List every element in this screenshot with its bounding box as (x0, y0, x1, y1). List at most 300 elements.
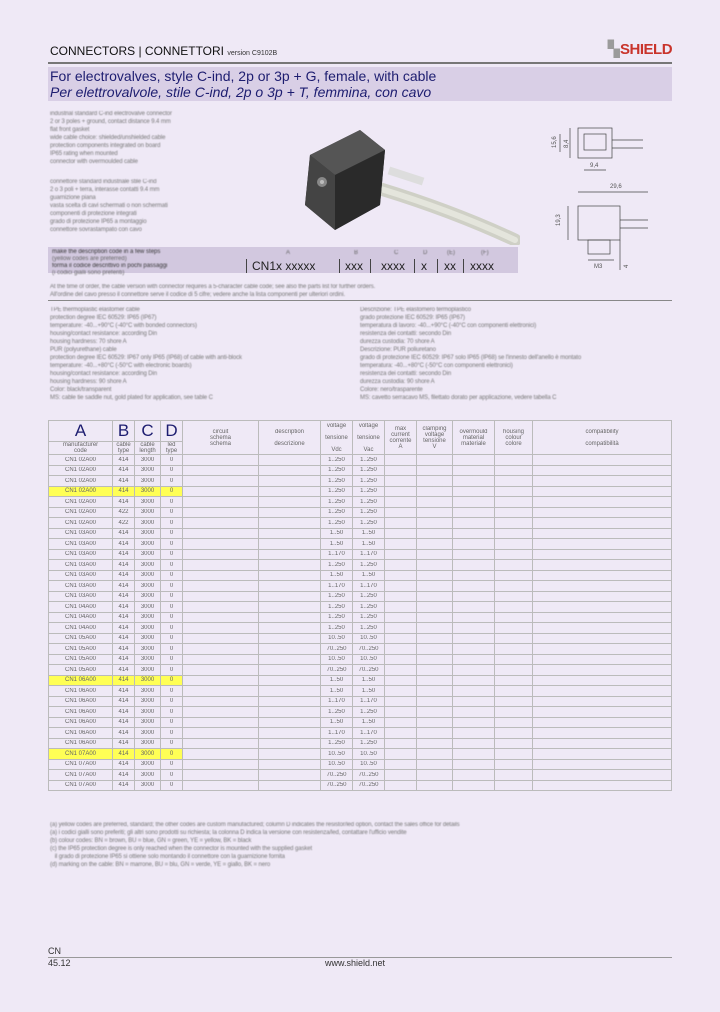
current-cell (385, 486, 417, 497)
clamping-cell (417, 560, 453, 571)
colour-cell (495, 465, 533, 476)
clamping-cell (417, 654, 453, 665)
led-type-cell: 0 (161, 686, 183, 697)
cable-length-cell: 3000 (135, 476, 161, 487)
material-cell (453, 675, 495, 686)
clamping-cell (417, 465, 453, 476)
circuit-cell (183, 780, 259, 791)
compatibility-cell (533, 728, 672, 739)
led-type-cell: 0 (161, 486, 183, 497)
voltage-ac-cell: 1..250 (353, 455, 385, 466)
voltage-ac-cell: 1..50 (353, 675, 385, 686)
cable-type-cell: 414 (113, 528, 135, 539)
material-cell (453, 780, 495, 791)
circuit-cell (183, 518, 259, 529)
manufacturer-code-cell: CN1 03A00 (49, 591, 113, 602)
circuit-cell (183, 749, 259, 760)
current-cell (385, 770, 417, 781)
voltage-dc-cell: 1..50 (321, 570, 353, 581)
clamping-cell (417, 749, 453, 760)
compatibility-cell (533, 780, 672, 791)
table-row (49, 749, 672, 760)
manufacturer-code-cell: CN1 02A00 (49, 507, 113, 518)
led-type-cell: 0 (161, 570, 183, 581)
cable-type-cell: 414 (113, 749, 135, 760)
current-cell (385, 759, 417, 770)
voltage-ac-cell: 1..50 (353, 686, 385, 697)
colour-cell (495, 549, 533, 560)
description-cell (259, 696, 321, 707)
led-type-cell: 0 (161, 528, 183, 539)
svg-text:M3: M3 (594, 264, 603, 270)
svg-text:15,6: 15,6 (552, 136, 558, 148)
cable-length-cell: 3000 (135, 749, 161, 760)
colour-cell (495, 686, 533, 697)
description-cell (259, 707, 321, 718)
circuit-cell (183, 497, 259, 508)
voltage-dc-cell: 1..170 (321, 728, 353, 739)
compatibility-cell (533, 686, 672, 697)
led-type-cell: 0 (161, 581, 183, 592)
cable-length-cell: 3000 (135, 623, 161, 634)
voltage-ac-cell: 1..50 (353, 570, 385, 581)
cable-length-cell: 3000 (135, 465, 161, 476)
code-separator (370, 259, 371, 273)
description-cell (259, 738, 321, 749)
compatibility-cell (533, 717, 672, 728)
description-cell (259, 665, 321, 676)
section-title: CONNECTORS | CONNETTORI (50, 44, 225, 58)
code-letter-b: B (354, 250, 359, 256)
compatibility-cell (533, 507, 672, 518)
description-cell (259, 518, 321, 529)
manufacturer-code-cell: CN1 02A00 (49, 497, 113, 508)
clamping-cell (417, 591, 453, 602)
manufacturer-code-cell: CN1 03A00 (49, 539, 113, 550)
colour-cell (495, 738, 533, 749)
led-type-cell: 0 (161, 738, 183, 749)
voltage-dc-cell: 1..170 (321, 696, 353, 707)
voltage-ac-cell: 10..50 (353, 759, 385, 770)
code-separator (463, 259, 464, 273)
circuit-cell (183, 549, 259, 560)
circuit-cell (183, 486, 259, 497)
compatibility-cell (533, 591, 672, 602)
colour-cell (495, 476, 533, 487)
clamping-cell (417, 717, 453, 728)
manufacturer-code-cell: CN1 03A00 (49, 560, 113, 571)
material-cell (453, 707, 495, 718)
cable-length-cell: 3000 (135, 770, 161, 781)
colour-cell (495, 717, 533, 728)
cable-type-cell: 414 (113, 486, 135, 497)
material-cell (453, 696, 495, 707)
table-row (49, 455, 672, 466)
material-cell (453, 465, 495, 476)
current-cell (385, 738, 417, 749)
description-cell (259, 602, 321, 613)
circuit-cell (183, 707, 259, 718)
clamping-cell (417, 570, 453, 581)
circuit-cell (183, 738, 259, 749)
voltage-dc-cell: 1..250 (321, 602, 353, 613)
table-row (49, 780, 672, 791)
table-row (49, 528, 672, 539)
colour-cell (495, 644, 533, 655)
cable-type-cell: 414 (113, 728, 135, 739)
dimension-drawing (548, 120, 668, 280)
code-separator (339, 259, 340, 273)
circuit-cell (183, 476, 259, 487)
circuit-cell (183, 728, 259, 739)
voltage-dc-cell: 10..50 (321, 654, 353, 665)
description-cell (259, 728, 321, 739)
material-cell (453, 686, 495, 697)
clamping-cell (417, 675, 453, 686)
table-row (49, 612, 672, 623)
code-part-f: xxxx (470, 259, 494, 273)
table-row (49, 581, 672, 592)
code-letter-d: D (423, 250, 428, 256)
voltage-dc-cell: 1..50 (321, 717, 353, 728)
cable-type-cell: 414 (113, 696, 135, 707)
material-cell (453, 717, 495, 728)
material-cell (453, 749, 495, 760)
compatibility-cell (533, 644, 672, 655)
code-part-e: xx (444, 259, 456, 273)
compatibility-cell (533, 581, 672, 592)
compatibility-cell (533, 759, 672, 770)
clamping-cell (417, 602, 453, 613)
colour-cell (495, 612, 533, 623)
table-row (49, 549, 672, 560)
led-type-cell: 0 (161, 770, 183, 781)
cable-length-cell: 3000 (135, 675, 161, 686)
svg-text:19,3: 19,3 (556, 214, 562, 226)
clamping-cell (417, 612, 453, 623)
code-part-a: CN1x xxxxx (252, 259, 316, 273)
table-footnotes: (a) yellow codes are preferred, standard; the other codes are custom manufactured; column D indicates the resistor/led option, contact the sales office for details (a) i codici gialli sono preferiti; gli altri sono prodotti su richiesta; la colonna D indica la versione con resistenza/led, contattare l'ufficio vendite (b) colour codes: BN = brown, BU = blue, GN = green, YE = yellow, BK = black (c) the IP65 protection degree is only reached when the connector is mounted with the supplied gasket il grado di protezione IP65 si ottiene solo montando il connettore con la guarnizione fornita (d) marking on the cable: BN = marrone, BU = blu, GN = verde, YE = giallo, BK = nero (50, 822, 460, 868)
material-cell (453, 633, 495, 644)
table-row (49, 539, 672, 550)
code-sub-en: (yellow codes are preferred) (52, 256, 127, 262)
material-cell (453, 528, 495, 539)
connector-photo (290, 110, 520, 245)
voltage-ac-cell: 1..250 (353, 602, 385, 613)
led-type-cell: 0 (161, 602, 183, 613)
colour-cell (495, 497, 533, 508)
cable-type-cell: 414 (113, 549, 135, 560)
circuit-cell (183, 675, 259, 686)
colour-cell (495, 665, 533, 676)
cable-length-cell: 3000 (135, 528, 161, 539)
specs-english: TPE thermoplastic elastomer cable protection degree IEC 60529: IP65 (IP67) temperature: -40...+90°C (-40°C with bonded connectors) housing/contact resistance: according Din housing hardness: 70 shore A PUR (polyurethane) cable protection degree IEC 60529: IP67 only IP65 (IP68) of cable with anti-block temperature: -40...+80°C (-50°C with electronic boards) housing/contact resistance: according Din housing hardness: 90 shore A Color: black/transparent MS: cable tie saddle nut, gold plated for application, see table C (50, 307, 242, 401)
voltage-ac-cell: 1..50 (353, 717, 385, 728)
voltage-dc-cell: 1..250 (321, 476, 353, 487)
current-cell (385, 497, 417, 508)
voltage-dc-cell: 1..250 (321, 591, 353, 602)
voltage-dc-cell: 70..250 (321, 644, 353, 655)
cable-length-cell: 3000 (135, 759, 161, 770)
colour-cell (495, 780, 533, 791)
footer-url[interactable]: www.shield.net (325, 958, 386, 968)
compatibility-cell (533, 738, 672, 749)
voltage-dc-cell: 1..250 (321, 518, 353, 529)
specs-italian: Descrizione: TPE elastomero termoplastico grado protezione IEC 60529: IP65 (IP67) temperatura di lavoro: -40...+90°C (-40°C con componenti elettronici) resistenza dei contatti: secondo Din durezza custodia: 70 shore A Descrizione: PUR poliuretano grado di protezione IEC 60529: IP67 solo IP65 (IP68) se l'innesto dell'anello è montato temperatura: -40...+80°C (-50°C con componenti elettronici) resistenza dei contatti: secondo Din durezza custodia: 90 shore A Colore: nero/trasparente MS: cavetto serracavo MS, filettato dorato per applicazione, vedere tabella C (360, 307, 582, 401)
voltage-dc-cell: 1..50 (321, 675, 353, 686)
voltage-dc-cell: 1..250 (321, 707, 353, 718)
clamping-cell (417, 497, 453, 508)
manufacturer-code-cell: CN1 03A00 (49, 570, 113, 581)
description-cell (259, 644, 321, 655)
material-cell (453, 476, 495, 487)
cable-type-cell: 414 (113, 707, 135, 718)
cable-length-cell: 3000 (135, 654, 161, 665)
cable-length-cell: 3000 (135, 665, 161, 676)
table-row (49, 497, 672, 508)
voltage-dc-cell: 10..50 (321, 633, 353, 644)
version-label: version C9102B (227, 50, 278, 57)
colour-cell (495, 623, 533, 634)
code-letter-a: A (286, 250, 291, 256)
material-cell (453, 518, 495, 529)
title-italian: Per elettrovalvole, stile C-ind, 2p o 3p + T, femmina, con cavo (50, 84, 432, 100)
description-cell (259, 465, 321, 476)
clamping-cell (417, 507, 453, 518)
current-cell (385, 728, 417, 739)
circuit-cell (183, 455, 259, 466)
svg-text:29,6: 29,6 (610, 184, 622, 190)
compatibility-cell (533, 560, 672, 571)
compatibility-cell (533, 465, 672, 476)
manufacturer-code-cell: CN1 06A00 (49, 675, 113, 686)
svg-text:4: 4 (624, 264, 630, 268)
circuit-cell (183, 612, 259, 623)
circuit-cell (183, 570, 259, 581)
description-cell (259, 507, 321, 518)
current-cell (385, 507, 417, 518)
cable-type-cell: 414 (113, 591, 135, 602)
circuit-cell (183, 602, 259, 613)
circuit-cell (183, 591, 259, 602)
clamping-cell (417, 780, 453, 791)
material-cell (453, 507, 495, 518)
voltage-ac-cell: 1..250 (353, 476, 385, 487)
clamping-cell (417, 738, 453, 749)
current-cell (385, 696, 417, 707)
code-separator (414, 259, 415, 273)
clamping-cell (417, 549, 453, 560)
current-cell (385, 455, 417, 466)
material-cell (453, 591, 495, 602)
colour-cell (495, 570, 533, 581)
table-row (49, 570, 672, 581)
compatibility-cell (533, 497, 672, 508)
colour-cell (495, 633, 533, 644)
manufacturer-code-cell: CN1 02A00 (49, 465, 113, 476)
led-type-cell: 0 (161, 560, 183, 571)
compatibility-cell (533, 770, 672, 781)
voltage-ac-cell: 1..250 (353, 507, 385, 518)
cable-length-cell: 3000 (135, 644, 161, 655)
current-cell (385, 654, 417, 665)
clamping-cell (417, 539, 453, 550)
table-row (49, 770, 672, 781)
manufacturer-code-cell: CN1 06A00 (49, 707, 113, 718)
current-cell (385, 539, 417, 550)
code-sub-it: (i codici gialli sono preferiti) (52, 270, 125, 276)
current-cell (385, 749, 417, 760)
circuit-cell (183, 696, 259, 707)
table-row (49, 465, 672, 476)
voltage-ac-cell: 1..170 (353, 549, 385, 560)
colour-cell (495, 455, 533, 466)
circuit-cell (183, 507, 259, 518)
colour-cell (495, 707, 533, 718)
manufacturer-code-cell: CN1 03A00 (49, 581, 113, 592)
cable-type-cell: 414 (113, 717, 135, 728)
material-cell (453, 570, 495, 581)
table-row (49, 759, 672, 770)
cable-type-cell: 414 (113, 560, 135, 571)
material-cell (453, 486, 495, 497)
cable-length-cell: 3000 (135, 581, 161, 592)
material-cell (453, 455, 495, 466)
compatibility-cell (533, 749, 672, 760)
table-row (49, 696, 672, 707)
compatibility-cell (533, 633, 672, 644)
cable-length-cell: 3000 (135, 602, 161, 613)
colour-cell (495, 560, 533, 571)
table-row (49, 486, 672, 497)
clamping-cell (417, 528, 453, 539)
compatibility-cell (533, 675, 672, 686)
manufacturer-code-cell: CN1 05A00 (49, 633, 113, 644)
cable-length-cell: 3000 (135, 549, 161, 560)
voltage-ac-cell: 1..50 (353, 528, 385, 539)
description-english: industrial standard C-ind electrovalve connector 2 or 3 poles + ground, contact distance 9.4 mm flat front gasket wide cable choice: shielded/unshielded cable protection components integrated on board IP65 rating when mounted connector with overmoulded cable (50, 111, 172, 165)
circuit-cell (183, 686, 259, 697)
table-row (49, 518, 672, 529)
code-letter-e: (E) (447, 250, 455, 256)
code-separator (246, 259, 247, 273)
cable-length-cell: 3000 (135, 539, 161, 550)
colour-cell (495, 602, 533, 613)
cable-length-cell: 3000 (135, 560, 161, 571)
manufacturer-code-cell: CN1 02A00 (49, 476, 113, 487)
logo-icon: ▚ (608, 41, 620, 58)
material-cell (453, 549, 495, 560)
compatibility-cell (533, 518, 672, 529)
led-type-cell: 0 (161, 518, 183, 529)
material-cell (453, 539, 495, 550)
table-row (49, 623, 672, 634)
colour-cell (495, 749, 533, 760)
circuit-cell (183, 654, 259, 665)
compatibility-cell (533, 476, 672, 487)
colour-cell (495, 770, 533, 781)
colour-cell (495, 581, 533, 592)
clamping-cell (417, 476, 453, 487)
voltage-ac-cell: 1..250 (353, 612, 385, 623)
cable-type-cell: 414 (113, 759, 135, 770)
code-label-it: forma il codice descrittivo in pochi passaggi (52, 263, 168, 269)
description-cell (259, 560, 321, 571)
table-row (49, 654, 672, 665)
cable-length-cell: 3000 (135, 612, 161, 623)
material-cell (453, 665, 495, 676)
code-label-en: make the description code in a few steps (52, 249, 161, 255)
voltage-ac-cell: 1..170 (353, 728, 385, 739)
description-cell (259, 570, 321, 581)
manufacturer-code-cell: CN1 06A00 (49, 738, 113, 749)
table-row (49, 476, 672, 487)
compatibility-cell (533, 455, 672, 466)
cable-type-cell: 414 (113, 738, 135, 749)
cable-type-cell: 422 (113, 518, 135, 529)
cable-type-cell: 414 (113, 455, 135, 466)
material-cell (453, 602, 495, 613)
cable-length-cell: 3000 (135, 497, 161, 508)
current-cell (385, 717, 417, 728)
voltage-dc-cell: 70..250 (321, 770, 353, 781)
column-c-header: C (135, 421, 161, 442)
description-cell (259, 528, 321, 539)
colour-cell (495, 486, 533, 497)
description-cell (259, 686, 321, 697)
header-divider (48, 62, 672, 64)
led-type-cell: 0 (161, 644, 183, 655)
cable-length-cell: 3000 (135, 738, 161, 749)
svg-text:8,4: 8,4 (564, 139, 570, 148)
led-type-cell: 0 (161, 728, 183, 739)
voltage-ac-cell: 1..170 (353, 696, 385, 707)
description-cell (259, 591, 321, 602)
circuit-cell (183, 644, 259, 655)
compatibility-cell (533, 623, 672, 634)
led-type-cell: 0 (161, 476, 183, 487)
column-b-header: B (113, 421, 135, 442)
description-cell (259, 623, 321, 634)
colour-cell (495, 507, 533, 518)
voltage-dc-cell: 70..250 (321, 780, 353, 791)
compatibility-cell (533, 665, 672, 676)
table-row (49, 686, 672, 697)
circuit-cell (183, 770, 259, 781)
page-header (50, 44, 277, 58)
clamping-cell (417, 518, 453, 529)
current-cell (385, 623, 417, 634)
material-cell (453, 644, 495, 655)
voltage-ac-cell: 70..250 (353, 780, 385, 791)
table-row (49, 591, 672, 602)
voltage-ac-cell: 70..250 (353, 665, 385, 676)
voltage-ac-cell: 1..250 (353, 465, 385, 476)
led-type-cell: 0 (161, 707, 183, 718)
description-cell (259, 476, 321, 487)
voltage-dc-cell: 1..250 (321, 497, 353, 508)
description-cell (259, 486, 321, 497)
manufacturer-code-cell: CN1 05A00 (49, 654, 113, 665)
manufacturer-code-cell: CN1 06A00 (49, 686, 113, 697)
table-row (49, 602, 672, 613)
cable-length-cell: 3000 (135, 591, 161, 602)
voltage-dc-cell: 10..50 (321, 749, 353, 760)
voltage-dc-cell: 1..250 (321, 455, 353, 466)
clamping-cell (417, 665, 453, 676)
description-cell (259, 780, 321, 791)
current-cell (385, 549, 417, 560)
